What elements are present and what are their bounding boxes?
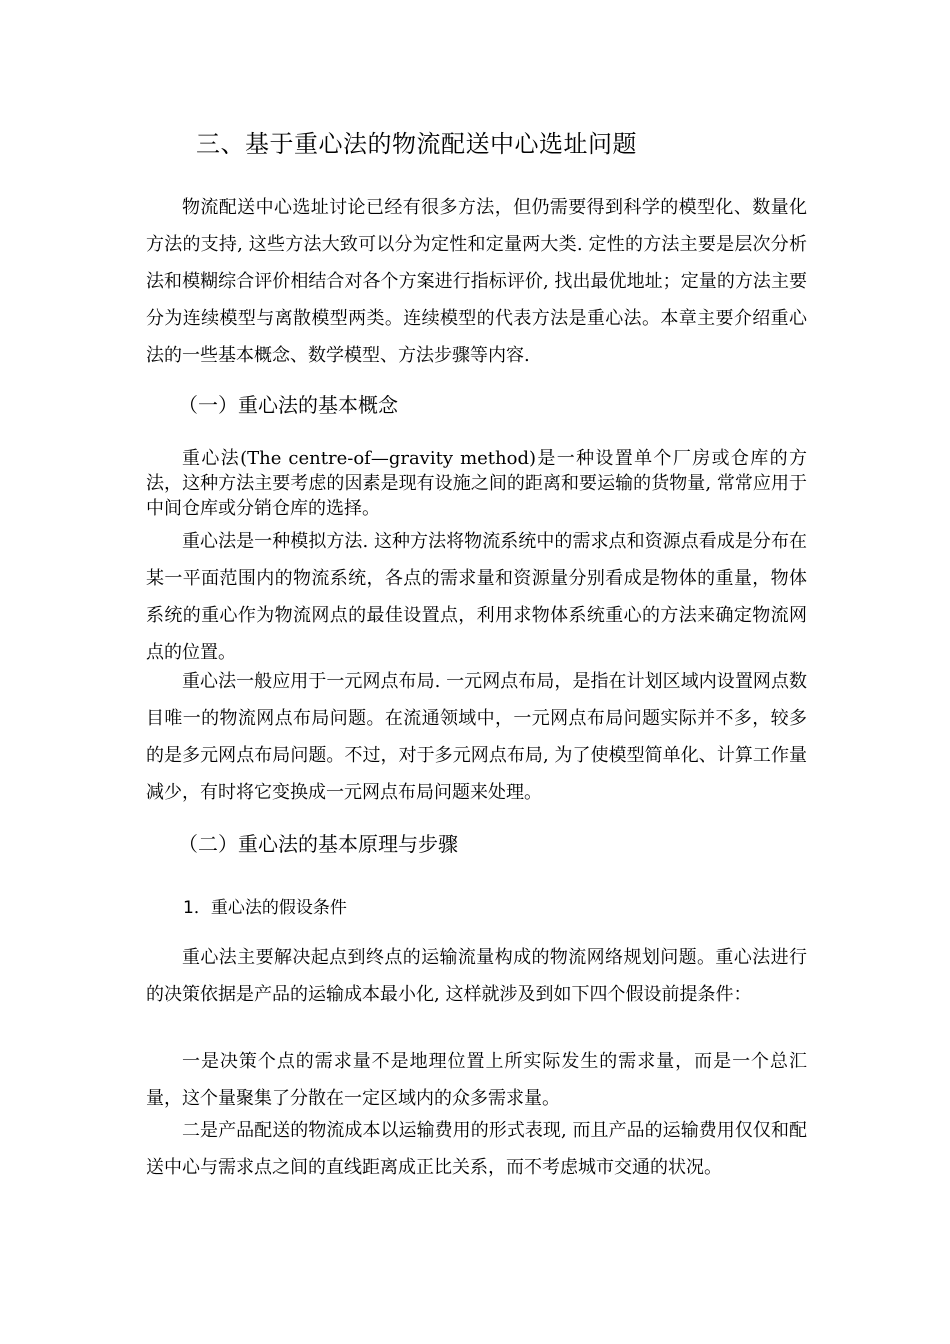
concept-paragraph-3: 重心法一般应用于一元网点布局. 一元网点布局，是指在计划区域内设置网点数目唯一的物流网点布局问题。在流通领域中，一元网点布局问题实际并不多，较多的是多元网点布局问题。不过，对于多元网点布局, 为了使模型简单化、计算工作量减少，有时将它变换成一元网点布局问题来处理。 — [146, 671, 807, 803]
subsection-heading-concept: （一）重心法的基本概念 — [178, 393, 398, 417]
concept-paragraph-2: 重心法是一种模拟方法. 这种方法将物流系统中的需求点和资源点看成是分布在某一平面范围内的物流系统，各点的需求量和资源量分别看成是物体的重量，物体系统的重心作为物流网点的最佳设置点，利用求物体系统重心的方法来确定物流网点的位置。 — [146, 531, 807, 663]
subsection-heading-principle: （二）重心法的基本原理与步骤 — [178, 832, 458, 856]
intro-paragraph: 物流配送中心选址讨论已经有很多方法，但仍需要得到科学的模型化、数量化方法的支持, 这些方法大致可以分为定性和定量两大类. 定性的方法主要是层次分析法和模糊综合评价相结合对各个方案进行指标评价, 找出最优地址；定量的方法主要分为连续模型与离散模型两类。连续模型的代表方法是重心法。本章主要介绍重心法的一些基本概念、数学模型、方法步骤等内容. — [146, 197, 807, 366]
section-title: 三、基于重心法的物流配送中心选址问题 — [196, 130, 637, 158]
principle-paragraph-3: 二是产品配送的物流成本以运输费用的形式表现, 而且产品的运输费用仅仅和配送中心与需求点之间的直线距离成正比关系，而不考虑城市交通的状况。 — [146, 1120, 807, 1178]
principle-paragraph-1: 重心法主要解决起点到终点的运输流量构成的物流网络规划问题。重心法进行的决策依据是产品的运输成本最小化, 这样就涉及到如下四个假设前提条件： — [146, 947, 807, 1005]
item-heading-assumptions: 1．重心法的假设条件 — [183, 898, 347, 918]
concept-paragraph-1: 重心法(The centre-of—gravity method)是一种设置单个厂房或仓库的方法，这种方法主要考虑的因素是现有设施之间的距离和要运输的货物量, 常常应用于中间仓库或分销仓库的选择。 — [146, 448, 807, 519]
principle-paragraph-2: 一是决策个点的需求量不是地理位置上所实际发生的需求量，而是一个总汇量，这个量聚集了分散在一定区域内的众多需求量。 — [146, 1051, 807, 1109]
